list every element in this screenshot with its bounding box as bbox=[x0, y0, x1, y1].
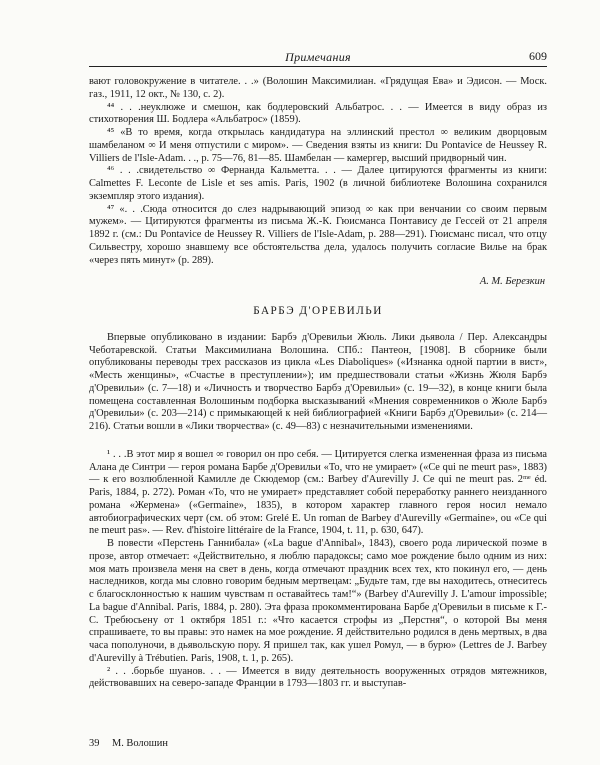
note-1-continued: В повести «Перстень Ганнибала» («La bague d'Annibal», 1843), своего рода лирической поэме в прозе, автор отмечает: «Действительно, я люблю парадоксы; само мое рождение было одним из них: моя мать произвела меня на свет в день, когда отмечают праздник всех тех, кто покинул его, — день наследников, когда мы словно говорим бедным мертвецам: „Будьте там, где вы находитесь, отнеситесь с благосклонностью к нашим чувствам п оставайтесь там!“» (Barbey d'Aurevilly J. L'amour impossible; La bague d'Annibal. Paris, 1884, p. 280). Эта фраза прокомментирована Барбе д'Оревильи в письме к Г.-С. Требюсьену от 1 октября 1851 г.: «Что касается строфы из „Перстня“, о которой Вы меня спрашиваете, то вы правы: это намек на мое рождение. Я действительно родился в день мертвых, в два часа пополуночи, в дьявольскую пору. Я пришел так, как ушел Ромул, — в бурю» (Lettres de J. Barbey d'Aurevilly à Trébutien. Paris, 1908, t. 1, p. 265). bbox=[89, 538, 547, 664]
page-content bbox=[89, 76, 547, 691]
note-45: ⁴⁵ «В то время, когда открылась кандидатура на эллинский престол ∞ великим дворцовым шамбеланом ∞ И меня отпустили с миром». — Сведения взяты из книги: Du Pontavice de Heussey R. Villiers de l'Isle-Adam. . ., p. 75—76, 81—85. Шамбелан — камергер, высший придворный чин. bbox=[89, 127, 547, 164]
note-continuation: вают головокружение в читателе. . .» (Волошин Максимилиан. «Грядущая Ева» и Эдисон. — Моск. газ., 1911, 12 окт., № 130, с. 2). bbox=[89, 76, 547, 100]
sheet-number: 39 bbox=[89, 738, 100, 749]
running-title: Примечания bbox=[285, 50, 351, 64]
page-number: 609 bbox=[529, 49, 547, 63]
signature-mark bbox=[89, 738, 178, 749]
note-2: ² . . .борьбе шуанов. . . — Имеется в виду деятельность вооруженных отрядов мятежников, действовавших на северо-западе Франции в 1793—1803 гг. и выступав- bbox=[89, 665, 547, 690]
section-title: БАРБЭ Д'ОРЕВИЛЬИ bbox=[253, 305, 383, 317]
running-header bbox=[89, 48, 547, 67]
author-signature: А. М. Березкин bbox=[479, 276, 545, 288]
section-divider bbox=[89, 434, 547, 449]
note-1: ¹ . . .В этот мир я вошел ∞ говорил он про себя. — Цитируется слегка измененная фраза из письма Алана де Синтри — героя романа Барбе д'Оревильи «То, что не умирает» («Ce qui ne meurt pas», 1883) — к его возлюбленной Камилле де Скюдемор (см.: Barbey d'Aurevilly J. Ce qui ne meurt pas. 2ᵐᵉ éd. Paris, 1884, p. 272). Роман «То, что не умирает» представляет собой переработку раннего неизданного романа «Жермена» («Germaine», 1835), в котором характер главного героя носил немало автобиографических черт (см. об этом: Grelé E. Un roman de Barbey d'Aurevilly «Germaine», ou «Ce qui ne meurt pas». — Rev. d'histoire littéraire de la France, 1904, t. 11, p. 630, 647). bbox=[89, 448, 547, 537]
note-46: ⁴⁶ . . .свидетельство ∞ Фернанда Кальметта. . . — Далее цитируются фрагменты из книги: Calmettes F. Leconte de Lisle et ses amis. Paris, 1902 (в личной библиотеке Волошина сохранился экземпляр этого издания). bbox=[89, 165, 547, 202]
publication-intro: Впервые опубликовано в издании: Барбэ д'Оревильи Жюль. Лики дьявола / Пер. Александры Чеботаревской. Статьи Максимилиана Волошина. СПб.: Пантеон, [1908]. В сборнике были опубликованы переводы трех рассказов из цикла «Les Diaboliques» («Изнанка одной партии в вист», «Месть женщины», «Счастье в преступлении»); им предшествовали статьи «Жизнь Жюля Барбэ д'Оревильи» (с. 7—18) и «Личность и творчество Барбэ д'Оревильи» (с. 19—32), в конце книги была помещена составленная Волошиным подборка высказываний «Мнения современников о Жюле Барбэ д'Оревильи» (с. 203—214) с примыкающей к ней библиографией «Книги Барбэ д'Оревильи» (с. 214—216). Статьи вошли в «Лики творчества» (с. 49—83) с незначительными изменениями. bbox=[89, 331, 547, 432]
footer-author: М. Волошин bbox=[112, 738, 168, 749]
note-47: ⁴⁷ «. . .Сюда относится до слез надрывающий эпизод ∞ как при венчании со своим первым мужем». — Цитируются фрагменты из письма Ж.-К. Гюисманса Понтавису де Гессей от 21 апреля 1892 г. (см.: Du Pontavice de Heussey R. Villiers de l'Isle-Adam, p. 288—291). Гюисманс писал, что отцу Сильвестру, хорошо знавшему все обстоятельства дела, удалось получить согласие Вилье на брак «через пять минут» (p. 289). bbox=[89, 203, 547, 266]
note-44: ⁴⁴ . . .неуклюже и смешон, как бодлеровский Альбатрос. . . — Имеется в виду образ из стихотворения Ш. Бодлера «Альбатрос» (1859). bbox=[89, 101, 547, 126]
